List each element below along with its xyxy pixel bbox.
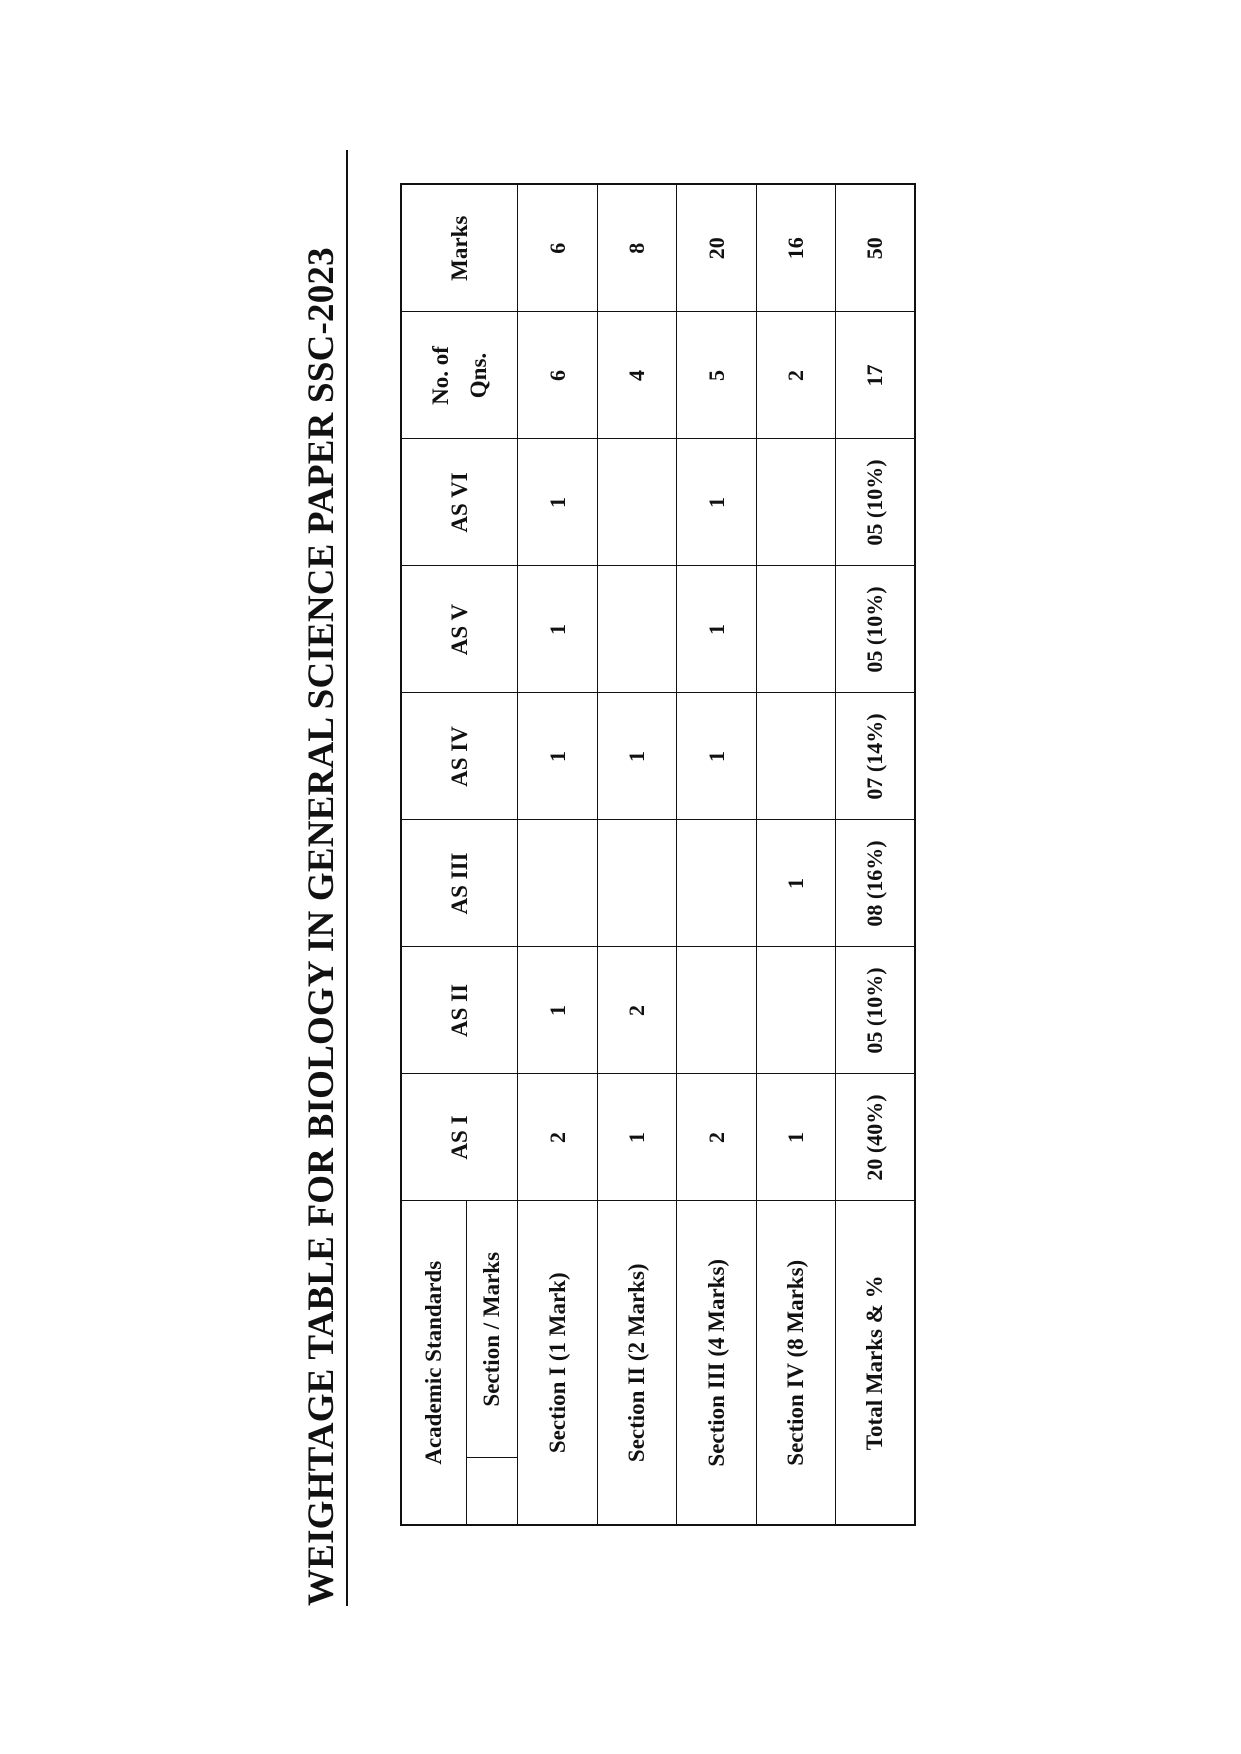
column-header: AS II	[401, 947, 518, 1074]
table-cell: 50	[836, 184, 915, 312]
table-cell	[598, 566, 677, 693]
row-label: Section I (1 Mark)	[518, 1201, 598, 1525]
column-header: No. of Qns.	[401, 312, 518, 439]
column-header: AS V	[401, 566, 518, 693]
table-row	[598, 184, 677, 1525]
table-cell	[598, 820, 677, 947]
table-cell: 6	[518, 184, 598, 312]
header-row	[401, 184, 518, 1525]
table-cell: 1	[518, 947, 598, 1074]
table-cell: 1	[677, 566, 757, 693]
row-label: Section III (4 Marks)	[677, 1201, 757, 1525]
table-cell	[598, 439, 677, 566]
table-cell	[757, 947, 836, 1074]
row-label: Section II (2 Marks)	[598, 1201, 677, 1525]
table-cell: 1	[598, 693, 677, 820]
column-header: AS VI	[401, 439, 518, 566]
table-cell: 1	[677, 693, 757, 820]
column-header: AS I	[401, 1074, 518, 1201]
header-cell	[401, 1201, 518, 1525]
table-cell: 1	[518, 693, 598, 820]
academic-standards-label: Academic Standards	[402, 1202, 467, 1525]
table-cell	[757, 566, 836, 693]
rotated-page	[298, 150, 988, 1606]
table-cell	[757, 693, 836, 820]
table-cell: 08 (16%)	[836, 820, 915, 947]
table-cell: 1	[518, 566, 598, 693]
column-header: AS III	[401, 820, 518, 947]
table-cell: 4	[598, 312, 677, 439]
table-row	[677, 184, 757, 1525]
table-cell	[677, 820, 757, 947]
table-row	[757, 184, 836, 1525]
table-cell: 07 (14%)	[836, 693, 915, 820]
table-cell: 05 (10%)	[836, 947, 915, 1074]
table-cell: 2	[757, 312, 836, 439]
table-cell: 16	[757, 184, 836, 312]
table-cell: 6	[518, 312, 598, 439]
table-cell: 17	[836, 312, 915, 439]
table-cell: 05 (10%)	[836, 566, 915, 693]
table-row	[836, 184, 915, 1525]
table-cell: 1	[677, 439, 757, 566]
table-cell: 1	[518, 439, 598, 566]
table-cell: 5	[677, 312, 757, 439]
weightage-table	[400, 183, 916, 1526]
table-cell: 2	[598, 947, 677, 1074]
column-header: AS IV	[401, 693, 518, 820]
table-cell: 1	[598, 1074, 677, 1201]
row-label: Section IV (8 Marks)	[757, 1201, 836, 1525]
table-cell: 05 (10%)	[836, 439, 915, 566]
table-cell	[677, 947, 757, 1074]
table-cell: 20	[677, 184, 757, 312]
table-cell: 8	[598, 184, 677, 312]
table-cell: 20 (40%)	[836, 1074, 915, 1201]
column-header: Marks	[401, 184, 518, 312]
section-marks-label: Section / Marks	[467, 1202, 517, 1459]
table-cell: 2	[677, 1074, 757, 1201]
table-cell: 1	[757, 1074, 836, 1201]
table-row	[518, 184, 598, 1525]
table-cell: 1	[757, 820, 836, 947]
row-label: Total Marks & %	[836, 1201, 915, 1525]
table-cell	[757, 439, 836, 566]
table-cell	[518, 820, 598, 947]
table-cell: 2	[518, 1074, 598, 1201]
page-title: WEIGHTAGE TABLE FOR BIOLOGY IN GENERAL SCIENCE PAPER SSC-2023	[298, 150, 348, 1606]
